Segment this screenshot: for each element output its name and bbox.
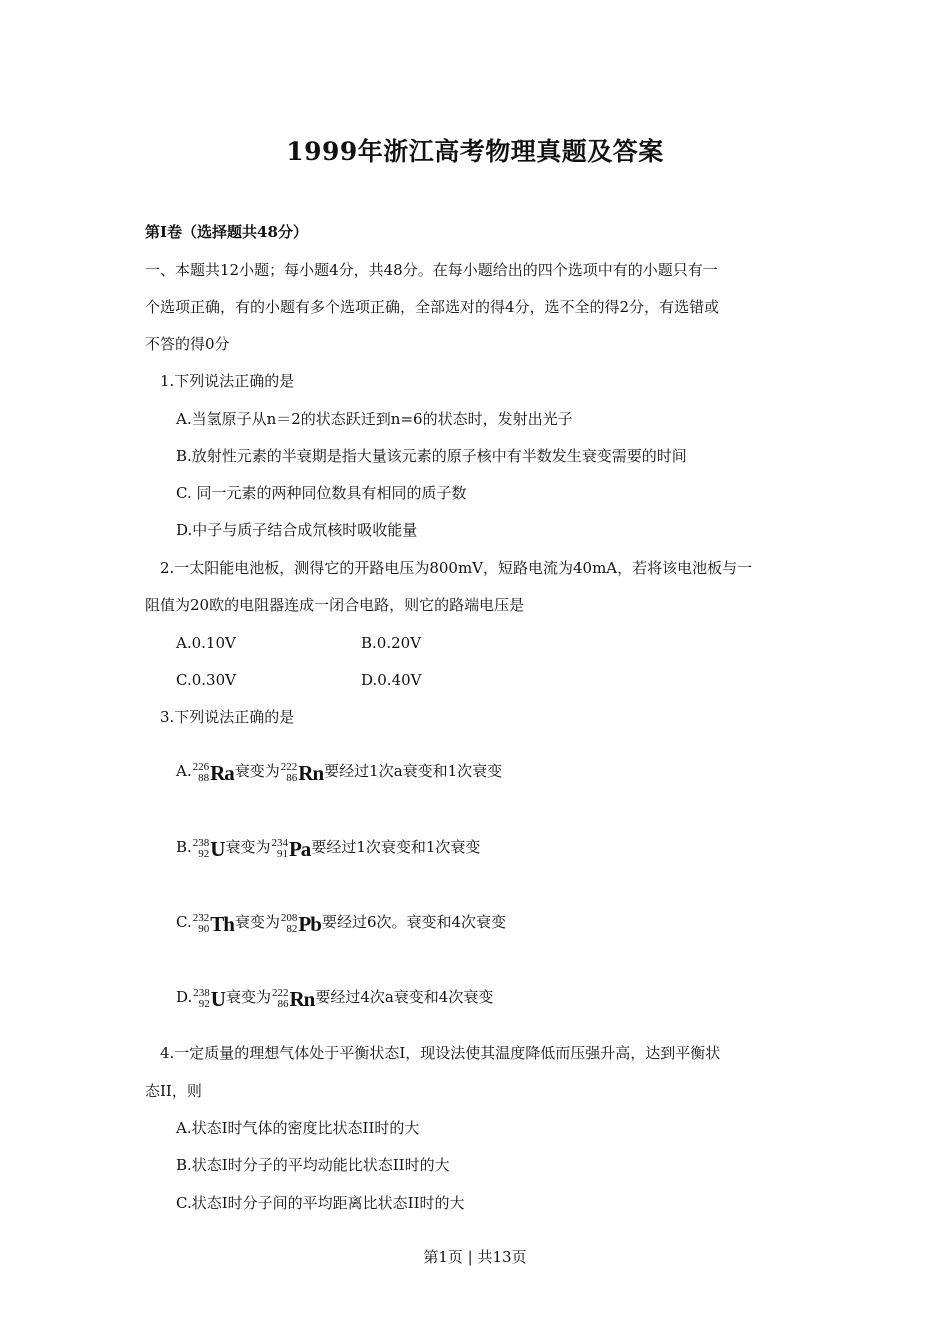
q1-option-d: D.中子与质子结合成氘核时吸收能量 [176, 521, 418, 539]
nuclide-thorium-232 [193, 908, 234, 939]
mass-number: 208 [280, 911, 298, 924]
element-symbol: Ra [210, 760, 234, 785]
q1-stem: 1.下列说法正确的是 [160, 372, 295, 390]
mass-number: 232 [192, 911, 210, 924]
element-symbol: Th [210, 911, 234, 936]
mass-number: 238 [193, 986, 210, 999]
option-letter: C. [176, 913, 192, 931]
q4-stem-line-2: 态II，则 [145, 1082, 202, 1100]
section-heading: 第I卷（选择题共48分） [145, 223, 308, 241]
atomic-number: 86 [286, 771, 298, 784]
option-letter: B. [176, 838, 192, 856]
page-footer: 第1页 | 共13页 [423, 1248, 527, 1266]
nuclide-uranium-238 [193, 983, 225, 1014]
q3-option-b [176, 832, 480, 864]
q4-option-b: B.状态I时分子的平均动能比状态II时的大 [176, 1156, 450, 1174]
q2-stem-line-1: 2.一太阳能电池板，测得它的开路电压为800mV，短路电流为40mA，若将该电池板与一 [160, 559, 753, 577]
q4-option-a: A.状态I时气体的密度比状态II时的大 [176, 1119, 420, 1137]
q2-option-b: B.0.20V [361, 634, 422, 652]
nuclide-uranium-238 [193, 833, 225, 864]
decay-verb: 衰变为 [234, 762, 280, 780]
q3-option-a [176, 756, 502, 788]
mass-number: 222 [271, 986, 289, 999]
q1-option-a: A.当氢原子从n＝2的状态跃迁到n=6的状态时，发射出光子 [176, 410, 573, 428]
q4-option-c: C.状态I时分子间的平均距离比状态II时的大 [176, 1194, 465, 1212]
element-symbol: Pa [288, 836, 311, 861]
nuclide-radon-222 [281, 757, 323, 788]
option-letter: D. [176, 988, 193, 1006]
decay-verb: 衰变为 [234, 913, 280, 931]
atomic-number: 88 [198, 771, 210, 784]
decay-verb: 衰变为 [225, 838, 271, 856]
q2-stem-line-2: 阻值为20欧的电阻器连成一闭合电路，则它的路端电压是 [145, 596, 525, 614]
q1-option-c: C. 同一元素的两种同位数具有相同的质子数 [176, 484, 467, 502]
q3-option-d [176, 982, 493, 1014]
q3-stem: 3.下列说法正确的是 [160, 708, 295, 726]
intro-line-2: 个选项正确，有的小题有多个选项正确，全部选对的得4分，选不全的得2分，有选错或 [145, 298, 720, 316]
element-symbol: Rn [298, 760, 324, 785]
mass-number: 226 [192, 760, 210, 773]
element-symbol: U [210, 986, 225, 1011]
atomic-number: 92 [198, 997, 210, 1010]
q3-option-c [176, 907, 506, 939]
q4-stem-line-1: 4.一定质量的理想气体处于平衡状态I，现设法使其温度降低而压强升高，达到平衡状 [160, 1044, 721, 1062]
element-symbol: U [210, 836, 225, 861]
q1-option-b: B.放射性元素的半衰期是指大量该元素的原子核中有半数发生衰变需要的时间 [176, 447, 687, 465]
mass-number: 234 [271, 836, 288, 849]
option-tail: 要经过6次。衰变和4次衰变 [321, 913, 507, 931]
decay-verb: 衰变为 [225, 988, 271, 1006]
intro-line-1: 一、本题共12小题；每小题4分，共48分。在每小题给出的四个选项中有的小题只有一 [145, 261, 718, 279]
atomic-number: 91 [276, 847, 288, 860]
element-symbol: Rn [289, 986, 315, 1011]
page-title: 1999年浙江高考物理真题及答案 [286, 137, 664, 166]
atomic-number: 86 [277, 997, 289, 1010]
atomic-number: 82 [286, 922, 298, 935]
intro-line-3: 不答的得0分 [145, 335, 230, 353]
option-letter: A. [176, 762, 192, 780]
nuclide-radium-226 [193, 757, 234, 788]
element-symbol: Pb [298, 911, 321, 936]
atomic-number: 90 [198, 922, 210, 935]
option-tail: 要经过1次衰变和1次衰变 [311, 838, 481, 856]
option-tail: 要经过4次a衰变和4次衰变 [315, 988, 494, 1006]
nuclide-radon-222 [272, 983, 314, 1014]
q2-option-d: D.0.40V [361, 671, 422, 689]
nuclide-protactinium-234 [271, 833, 310, 864]
atomic-number: 92 [198, 847, 210, 860]
mass-number: 222 [280, 760, 298, 773]
q2-option-c: C.0.30V [176, 671, 236, 689]
nuclide-lead-208 [281, 908, 321, 939]
mass-number: 238 [192, 836, 210, 849]
q2-option-a: A.0.10V [176, 634, 236, 652]
option-tail: 要经过1次a衰变和1次衰变 [324, 762, 503, 780]
